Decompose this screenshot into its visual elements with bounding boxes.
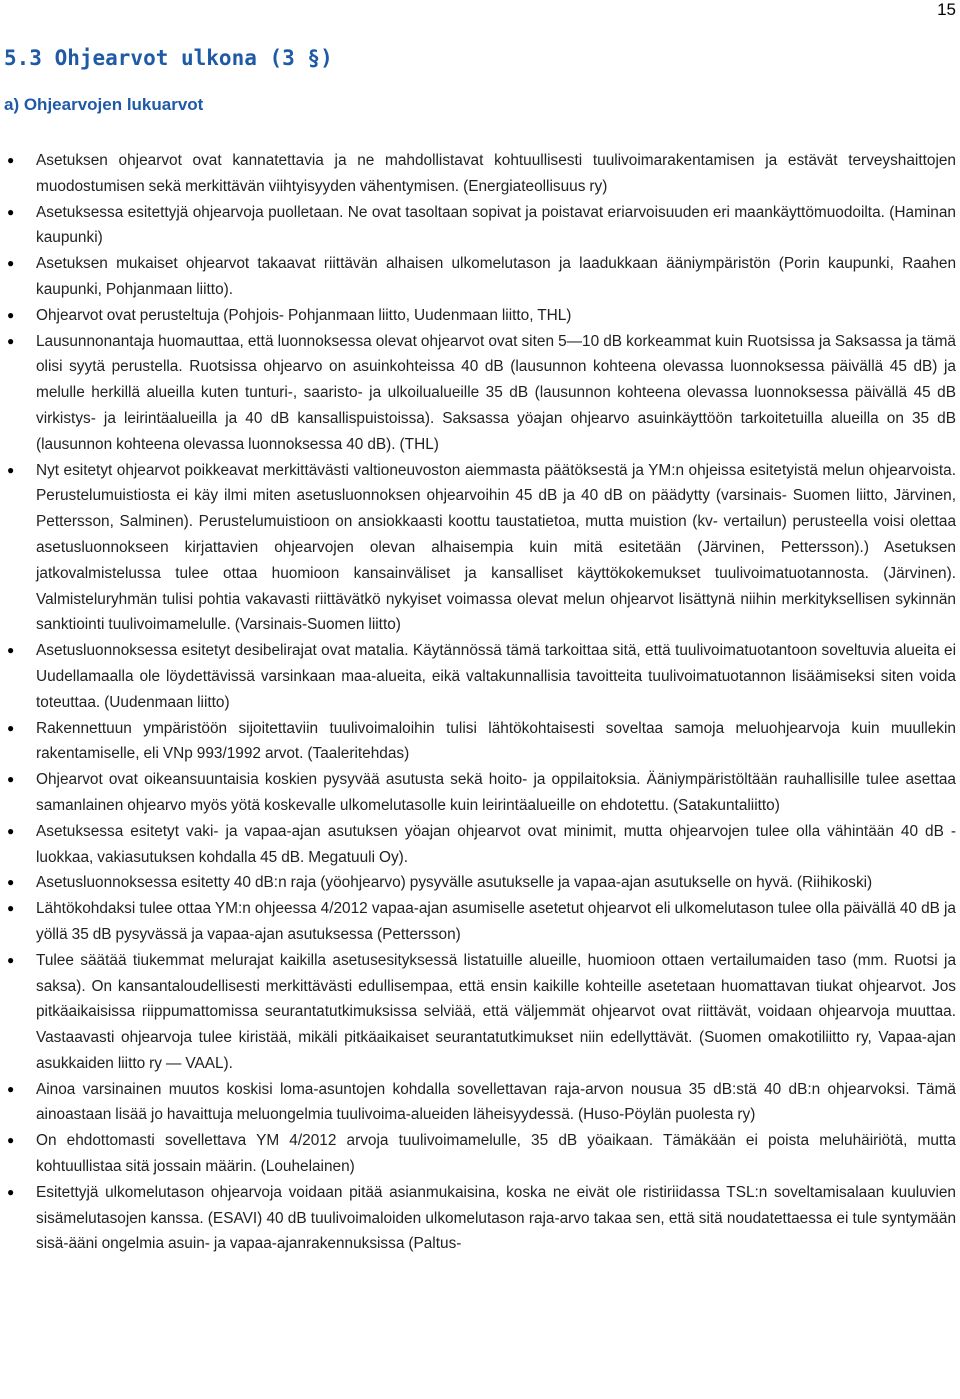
section-title: 5.3 Ohjearvot ulkona (3 §) bbox=[4, 46, 333, 70]
list-item-text: Tulee säätää tiukemmat melurajat kaikilla asetusesityksessä listatuille alueille, huomioon ottaen vertailumaiden taso (mm. Ruotsi ja saksa). On kansantaloudellisesti merkittävästi edullisempaa, että ensin kaikille kohteille asetetaan huomattavan tiukat ohjearvot. Jos pitkäaikaisissa riippumattomissa seurantatutkimuksissa selviää, että väljemmät ohjearvot ovat riittävät, voidaan ohjearvoja muuttaa. Vastaavasti ohjearvoja tulee kiristää, mikäli pitkäaikaiset seurantatutkimukset niin edellyttävät. (Suomen omakotiliitto ry, Vapaa-ajan asukkaiden liitto ry — VAAL). bbox=[36, 951, 956, 1072]
bullet-icon: ● bbox=[7, 875, 15, 890]
list-item bbox=[0, 1128, 958, 1180]
list-item-text: On ehdottomasti sovellettava YM 4/2012 arvoja tuulivoimamelulle, 35 dB yöaikaan. Tämäkään ei poista meluhäiriötä, mutta kohtuullistaa sitä jossain määrin. (Louhelainen) bbox=[36, 1132, 956, 1176]
subsection-title: a) Ohjearvojen lukuarvot bbox=[4, 95, 204, 114]
bullet-icon: ● bbox=[7, 643, 15, 658]
page-number: 15 bbox=[937, 0, 956, 19]
list-item bbox=[0, 767, 958, 819]
bullet-icon: ● bbox=[7, 256, 15, 271]
bullet-list bbox=[0, 148, 958, 1257]
list-item bbox=[0, 303, 958, 329]
list-item bbox=[0, 1077, 958, 1129]
list-item bbox=[0, 148, 958, 200]
bullet-icon: ● bbox=[7, 307, 15, 322]
list-item bbox=[0, 819, 958, 871]
list-item-text: Asetuksessa esitetyt vaki- ja vapaa-ajan asutuksen yöajan ohjearvot ovat minimit, mutta ohjearvojen tulee olla vähintään 40 dB -luokkaa, vakiasutuksen kohdalla 45 dB. Megatuuli Oy). bbox=[36, 822, 956, 866]
bullet-icon: ● bbox=[7, 901, 15, 916]
bullet-icon: ● bbox=[7, 462, 15, 477]
list-item bbox=[0, 896, 958, 948]
list-item-text: Asetuksen mukaiset ohjearvot takaavat riittävän alhaisen ulkomelutason ja laadukkaan ääniympäristön (Porin kaupunki, Raahen kaupunki, Pohjanmaan liitto). bbox=[36, 255, 956, 298]
list-item-text: Asetusluonnoksessa esitetty 40 dB:n raja (yöohjearvo) pysyvälle asutukselle ja vapaa-ajan asutukselle on hyvä. (Riihikoski) bbox=[36, 874, 873, 892]
bullet-icon: ● bbox=[7, 1133, 15, 1148]
list-item-text: Lähtökohdaksi tulee ottaa YM:n ohjeessa 4/2012 vapaa-ajan asumiselle asetetut ohjearvot eli ulkomelutason tulee olla päivällä 40 dB ja yöllä 35 dB pysyvässä ja vapaa-ajan asutuksessa (Pettersson) bbox=[36, 900, 956, 943]
bullet-icon: ● bbox=[7, 153, 15, 167]
list-item bbox=[0, 1180, 958, 1257]
list-item-text: Asetuksen ohjearvot ovat kannatettavia ja ne mahdollistavat kohtuullisesti tuulivoimarakentamisen ja estävät terveyshaittojen muodostumisen sekä merkittävän viihtyisyyden vähentymisen. (Energiateollisuus ry) bbox=[36, 152, 956, 195]
bullet-icon: ● bbox=[7, 1081, 15, 1096]
bullet-icon: ● bbox=[7, 333, 15, 348]
list-item-text: Esitettyjä ulkomelutason ohjearvoja voidaan pitää asianmukaisina, koska ne eivät ole ristiriidassa TSL:n soveltamisalaan kuuluvien sisämelutasojen kanssa. (ESAVI) 40 dB tuulivoimaloiden ulkomelutason raja-arvo takaa sen, että sitä noudatettaessa ei tule syntymään sisä-ääni ongelmia asuin- ja vapaa-ajanrakennuksissa (Paltus- bbox=[36, 1183, 956, 1253]
list-item bbox=[0, 948, 958, 1077]
list-item-text: Ohjearvot ovat perusteltuja (Pohjois- Pohjanmaan liitto, Uudenmaan liitto, THL) bbox=[36, 306, 572, 324]
bullet-icon: ● bbox=[7, 1184, 15, 1199]
bullet-icon: ● bbox=[7, 204, 15, 219]
bullet-icon: ● bbox=[7, 772, 15, 787]
list-item-text: Ohjearvot ovat oikeansuuntaisia koskien pysyvää asutusta sekä hoito- ja oppilaitoksia. Ääniympäristöltään rauhallisille tulee asettaa samanlainen ohjearvo myös yötä koskevalle ulkomelutasolle kuin leirintäalueille on ehdotettu. (Satakuntaliitto) bbox=[36, 771, 956, 814]
bullet-icon: ● bbox=[7, 952, 15, 967]
list-item-text: Asetusluonnoksessa esitetyt desibelirajat ovat matalia. Käytännössä tämä tarkoittaa sitä, että tuulivoimatuotantoon soveltuvia alueita ei Uudellamaalla ole löydettävissä varsinkaan maa-alueita, eikä valtakunnallisia tavoitteita tuulivoimatuotannon lisäämiseksi siten voida toteuttaa. (Uudenmaan liitto) bbox=[36, 642, 956, 711]
list-item-text: Asetuksessa esitettyjä ohjearvoja puolletaan. Ne ovat tasoltaan sopivat ja poistavat eriarvoisuuden eri maankäyttömuodoilta. (Haminan kaupunki) bbox=[36, 203, 956, 247]
bullet-icon: ● bbox=[7, 720, 15, 735]
bullet-icon: ● bbox=[7, 823, 15, 838]
list-item bbox=[0, 329, 958, 458]
list-item-text: Ainoa varsinainen muutos koskisi loma-asuntojen kohdalla sovellettavan raja-arvon nousua 35 dB:stä 40 dB:n ohjearvoksi. Tämä ainoastaan lisää jo havaittuja meluongelmia tuulivoima-alueiden läheisyydessä. (Huso-Pöylän puolesta ry) bbox=[36, 1080, 956, 1124]
list-item-text: Nyt esitetyt ohjearvot poikkeavat merkittävästi valtioneuvoston aiemmasta päätöksestä ja YM:n ohjeissa esitetyistä melun ohjearvoista. Perustelumuistiosta ei käy ilmi miten asetusluonnoksen ohjearvoihin 45 dB ja 40 dB on päädytty (varsinais- Suomen liitto, Järvinen, Pettersson, Salminen). Perustelumuistioon on ansiokkaasti koottu taustatietoa, mutta muistion (kv- vertailun) perusteella voisi olettaa asetusluonnokseen kirjattavien ohjearvojen olevan alhaisempia kuin mitä esitetään (Järvinen, Pettersson).) Asetuksen jatkovalmistelussa tulee ottaa huomioon kansainväliset ja kansalliset käyttökokemukset tuulivoimatuotannosta. (Järvinen). Valmisteluryhmän tulisi pohtia vakavasti riittävätkö nykyiset voimassa olevat melun ohjearvot lisättynä niihin merkityksellisen sykinnän sanktiointi tuulivoimamelulle. (Varsinais-Suomen liitto) bbox=[36, 461, 956, 634]
list-item bbox=[0, 458, 958, 639]
list-item-text: Lausunnonantaja huomauttaa, että luonnoksessa olevat ohjearvot ovat siten 5—10 dB korkeammat kuin Ruotsissa ja Saksassa ja tämä olisi syytä perustella. Ruotsissa ohjearvo on asuinkohteissa 40 dB (lausunnon kohteena olevassa luonnoksessa päivällä 45 dB) ja melulle herkillä alueilla kuten tunturi-, saaristo- ja ulkoilualueille 35 dB (lausunnon kohteena olevassa luonnoksessa päivällä 45 dB virkistys- ja leirintäalueilla ja 40 dB kansallispuistoissa). Saksassa yöajan ohjearvo asuinkäyttöön tarkoitetuilla alueilla on 35 dB (lausunnon kohteena olevassa luonnoksessa 40 dB). (THL) bbox=[36, 332, 956, 453]
list-item bbox=[0, 200, 958, 252]
list-item-text: Rakennettuun ympäristöön sijoitettaviin tuulivoimaloihin tulisi lähtökohtaisesti soveltaa samoja meluohjearvoja kuin muullekin rakentamiselle, eli VNp 993/1992 arvot. (Taaleritehdas) bbox=[36, 719, 956, 763]
list-item bbox=[0, 251, 958, 303]
list-item bbox=[0, 870, 958, 896]
list-item bbox=[0, 638, 958, 715]
list-item bbox=[0, 716, 958, 768]
